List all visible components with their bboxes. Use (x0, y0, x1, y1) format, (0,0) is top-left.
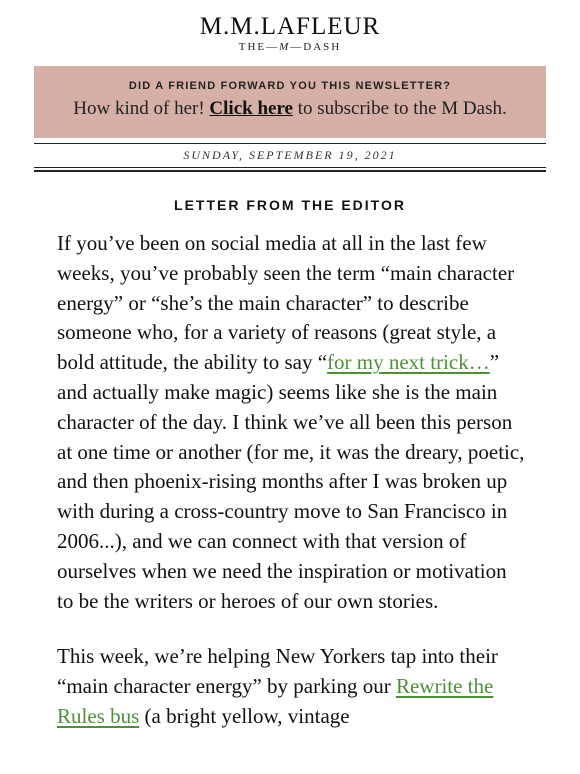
the-m-dash-wordmark (0, 41, 580, 53)
next-trick-link[interactable]: for my next trick… (327, 350, 490, 375)
paragraph-1 (57, 229, 527, 616)
forward-banner (34, 66, 546, 138)
rewrite-rules-bus-link[interactable]: Rewrite the Rules bus (57, 674, 494, 728)
paragraph-1-text-a: If you’ve been on social media at all in the last few weeks, you’ve probably seen the term “main character energy” or “she’s the main character” to describe someone who, for a variety of reasons (great style, a bold attitude, the ability to say “ (57, 231, 515, 375)
wordmark-left: THE— (238, 41, 280, 53)
divider-bottom-thick (34, 170, 546, 172)
divider-bottom (34, 167, 546, 168)
wordmark-mid: M (279, 41, 291, 53)
editor-letter (57, 229, 527, 732)
subscribe-link[interactable]: Click here (209, 98, 293, 119)
brand-header (0, 0, 580, 53)
divider-top (34, 143, 546, 144)
section-title: LETTER FROM THE EDITOR (174, 197, 406, 213)
subscribe-tail: to subscribe to the M Dash. (292, 98, 507, 119)
paragraph-2-text-a: This week, we’re helping New Yorkers tap into their “main character energy” by parking our (57, 644, 498, 699)
subscribe-line (34, 98, 546, 120)
subscribe-lead: How kind of her! (73, 98, 210, 119)
paragraph-2-text-b: (a bright yellow, vintage (139, 703, 350, 728)
issue-date: SUNDAY, SEPTEMBER 19, 2021 (183, 148, 397, 162)
mm-lafleur-logo[interactable]: M.M.LAFLEUR (199, 13, 381, 40)
forward-question: DID A FRIEND FORWARD YOU THIS NEWSLETTER? (128, 80, 452, 92)
paragraph-2 (57, 642, 527, 731)
wordmark-right: —DASH (290, 41, 342, 53)
paragraph-1-text-b: ” and actually make magic) seems like she is the main character of the day. I think we’ve all been this person at one time or another (for me, it was the dreary, poetic, and then phoenix-rising months after I was broken up with during a cross-country move to San Francisco in 2006...), and we can connect with that version of ourselves when we need the inspiration or motivation to be the writers or heroes of our own stories. (57, 350, 525, 613)
